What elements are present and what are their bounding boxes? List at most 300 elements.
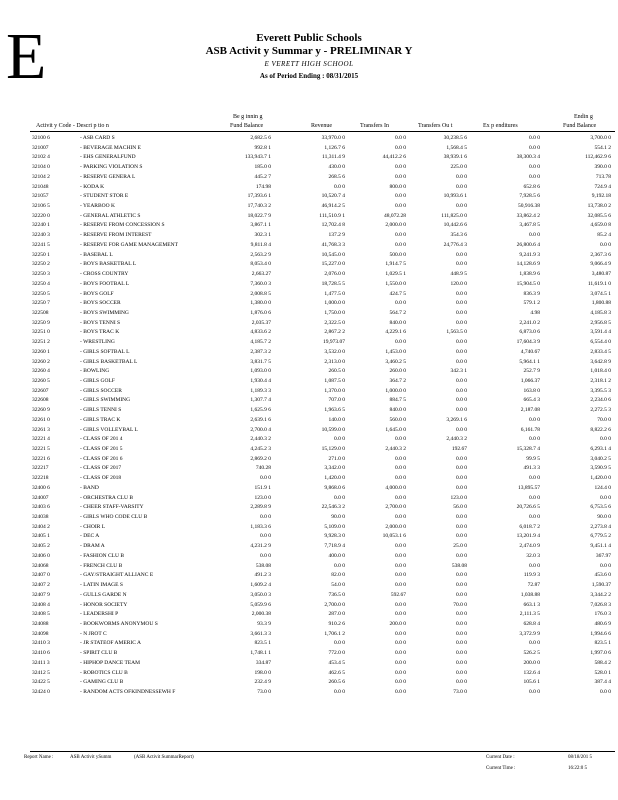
transfers-out-cell: 70.0 0	[453, 601, 467, 608]
table-row	[0, 659, 618, 669]
transfers-in-cell: 0.0 0	[395, 552, 406, 559]
ending-balance-cell: 3,700.0 0	[590, 135, 611, 141]
transfers-in-cell: 0.0 0	[395, 455, 406, 462]
expenditures-cell: 0.0 0	[529, 135, 540, 141]
activity-description-cell: - GIRLS GOLF	[80, 377, 115, 384]
activity-description-cell: - PARKING VIOLATION S	[80, 164, 143, 171]
revenue-cell: 0.0 0	[334, 562, 345, 569]
activity-description-cell: - GIRLS TRAC K	[80, 416, 121, 423]
school-name: E VERETT HIGH SCHOOL	[264, 60, 354, 68]
expenditures-cell: 0.0 0	[529, 514, 540, 521]
revenue-cell: 2,313.0 0	[324, 358, 345, 365]
activity-description-cell: - HONOR SOCIETY	[80, 601, 128, 608]
expenditures-cell: 32.0 3	[526, 552, 540, 559]
transfers-out-cell: 0.0 0	[456, 309, 467, 316]
beginning-balance-cell: 2,663.27	[251, 271, 271, 278]
revenue-cell: 9,868.0 6	[324, 484, 345, 491]
activity-code-cell: 32424 0	[32, 688, 50, 695]
activity-description-cell: - GAMING CLU B	[80, 679, 124, 686]
transfers-out-cell: 111,825.0 0	[441, 212, 467, 219]
activity-code-cell: 32250 9	[32, 319, 50, 326]
table-row	[0, 328, 618, 338]
beginning-balance-cell: 2,000.38	[251, 611, 271, 618]
transfers-in-cell: 0.0 0	[395, 465, 406, 472]
activity-code-cell: 32104 0	[32, 164, 50, 171]
activity-description-cell: - GENERAL ATHLETIC S	[80, 212, 141, 219]
activity-code-cell: 32106 5	[32, 203, 50, 210]
expenditures-cell: 1,838.9 6	[519, 271, 540, 278]
ending-balance-cell: 2,318.1 2	[590, 377, 611, 384]
activity-code-cell: 32405 1	[32, 533, 50, 540]
transfers-out-cell: 1,563.5 0	[446, 329, 467, 336]
footer-time-label: Current Time :	[486, 766, 516, 771]
transfers-in-cell: 0.0 0	[395, 339, 406, 346]
activity-description-cell: - RESERVE FOR GAME MANAGEMENT	[80, 241, 178, 248]
transfers-out-cell: 0.0 0	[456, 591, 467, 598]
transfers-out-cell: 0.0 0	[456, 514, 467, 521]
transfers-out-cell: 0.0 0	[456, 533, 467, 540]
beginning-balance-cell: 17,740.3 2	[247, 203, 271, 210]
activity-description-cell: - GIRLS WHO CODE CLU B	[80, 514, 148, 521]
activity-description-cell: - DEC A	[80, 533, 100, 540]
transfers-out-cell: 73.0 0	[453, 688, 467, 695]
table-row	[0, 484, 618, 494]
expenditures-cell: 38,300.3 4	[516, 154, 540, 161]
revenue-cell: 3,342.0 0	[324, 465, 345, 472]
footer-date-value: 08/18/201 5	[568, 755, 593, 760]
activity-code-cell: 32241 5	[32, 241, 50, 248]
revenue-cell: 1,706.1 2	[324, 630, 345, 637]
col-beginning-line2: Fund Balance	[230, 123, 264, 129]
beginning-balance-cell: 1,380.0 0	[250, 300, 271, 307]
transfers-in-cell: 0.0 0	[395, 659, 406, 666]
table-row	[0, 610, 618, 620]
ending-balance-cell: 124.4 0	[594, 484, 611, 491]
transfers-out-cell: 225.0 0	[450, 164, 467, 171]
revenue-cell: 0.0 0	[334, 494, 345, 501]
revenue-cell: 1,087.5 0	[324, 377, 345, 384]
revenue-cell: 18,728.5 5	[321, 280, 345, 287]
ending-balance-cell: 32,085.5 6	[587, 212, 611, 219]
table-row	[0, 192, 618, 202]
table-row	[0, 319, 618, 329]
activity-code-cell: 32407 2	[32, 582, 50, 589]
table-row	[0, 464, 618, 474]
ending-balance-cell: 8,822.2 6	[590, 426, 611, 433]
revenue-cell: 1,126.7 6	[324, 144, 345, 151]
activity-code-cell: 32411 3	[32, 659, 50, 666]
activity-code-cell: 32404 2	[32, 523, 50, 530]
revenue-cell: 400.0 0	[328, 552, 345, 559]
transfers-in-cell: 0.0 0	[395, 232, 406, 239]
activity-description-cell: - BOOKWORMS ANONYMOU S	[80, 620, 158, 627]
beginning-balance-cell: 123.0 0	[254, 494, 271, 501]
activity-table	[0, 134, 618, 698]
transfers-in-cell: 0.0 0	[395, 144, 406, 151]
transfers-in-cell: 0.0 0	[395, 494, 406, 501]
revenue-cell: 1,420.0 0	[324, 475, 345, 482]
ending-balance-cell: 1,994.6 6	[590, 630, 611, 637]
activity-code-cell: 32403 6	[32, 504, 50, 511]
expenditures-cell: 4,740.67	[520, 348, 540, 355]
ending-balance-cell: 176.0 3	[594, 611, 611, 618]
beginning-balance-cell: 992.8 1	[254, 144, 271, 151]
ending-balance-cell: 6,753.5 6	[590, 504, 611, 511]
activity-description-cell: - HIPHOP DANCE TEAM	[80, 659, 141, 666]
col-ending-line1: Endin g	[574, 114, 593, 120]
ending-balance-cell: 2,956.8 5	[590, 319, 611, 326]
activity-description-cell: - ROBOTICS CLU B	[80, 669, 128, 676]
ending-balance-cell: 3,590.9 5	[590, 465, 611, 472]
revenue-cell: 11,311.4 9	[322, 154, 345, 161]
transfers-in-cell: 0.0 0	[395, 135, 406, 141]
transfers-out-cell: 0.0 0	[456, 348, 467, 355]
beginning-balance-cell: 4,185.7 2	[250, 339, 271, 346]
activity-description-cell: - GIRLS SOFTBAL L	[80, 348, 130, 355]
ending-balance-cell: 0.0 0	[600, 562, 611, 569]
expenditures-cell: 0.0 0	[529, 562, 540, 569]
transfers-in-cell: 1,550.0 0	[385, 280, 406, 287]
activity-code-cell: 321057	[32, 193, 49, 200]
transfers-out-cell: 10,442.6 6	[443, 222, 467, 229]
activity-code-cell: 32410 3	[32, 640, 50, 647]
activity-code-cell: 32422 5	[32, 679, 50, 686]
activity-description-cell: - CLASS OF 201 5	[80, 446, 123, 452]
table-row	[0, 241, 618, 251]
ending-balance-cell: 70.0 0	[597, 416, 611, 423]
expenditures-cell: 9,241.9 3	[519, 251, 540, 258]
transfers-in-cell: 44,412.2 6	[382, 154, 406, 161]
beginning-balance-cell: 8,053.4 0	[250, 261, 271, 268]
transfers-out-cell: 448.9 5	[450, 271, 467, 278]
activity-description-cell: - BOYS TENNI S	[80, 319, 121, 326]
transfers-in-cell: 800.0 0	[389, 183, 406, 190]
transfers-out-cell: 0.0 0	[456, 397, 467, 404]
activity-description-cell: - BOWLING	[80, 368, 110, 375]
transfers-in-cell: 10,053.1 6	[382, 533, 406, 540]
table-row	[0, 669, 618, 679]
table-row	[0, 571, 618, 581]
beginning-balance-cell: 4,245.2 3	[250, 446, 271, 452]
expenditures-cell: 2,187.08	[520, 407, 540, 414]
table-row	[0, 183, 618, 193]
transfers-out-cell: 2,440.3 2	[446, 436, 467, 443]
table-row	[0, 367, 618, 377]
activity-description-cell: - ASB CARD S	[80, 135, 115, 141]
transfers-out-cell: 0.0 0	[456, 339, 467, 346]
transfers-in-cell: 0.0 0	[395, 679, 406, 686]
activity-code-cell: 32260 1	[32, 348, 50, 355]
transfers-out-cell: 0.0 0	[456, 659, 467, 666]
transfers-out-cell: 192.67	[451, 446, 467, 452]
beginning-balance-cell: 1,930.4 4	[250, 377, 271, 384]
expenditures-cell: 2,241.0 2	[519, 319, 540, 326]
table-row	[0, 212, 618, 222]
revenue-cell: 736.5 0	[328, 591, 345, 598]
activity-description-cell: - GIRLS VOLLEYBAL L	[80, 426, 138, 433]
table-row	[0, 251, 618, 261]
revenue-cell: 1,963.6 5	[324, 407, 345, 414]
activity-code-cell: 32250 1	[32, 251, 50, 258]
expenditures-cell: 7,928.5 6	[519, 193, 540, 200]
activity-description-cell: - FRENCH CLU B	[80, 562, 123, 569]
activity-code-cell: 32261 3	[32, 426, 50, 433]
transfers-in-cell: 0.0 0	[395, 193, 406, 200]
activity-code-cell: 32400 6	[32, 484, 50, 491]
transfers-in-cell: 2,000.0 0	[385, 523, 406, 530]
ending-balance-cell: 9,192.18	[591, 193, 611, 200]
activity-code-cell: 32250 5	[32, 290, 50, 297]
ending-balance-cell: 3,480.87	[591, 271, 611, 278]
revenue-cell: 462.6 5	[328, 669, 345, 676]
activity-description-cell: - BOYS BASKETBAL L	[80, 261, 137, 268]
ending-balance-cell: 85.2 4	[597, 232, 611, 239]
beginning-balance-cell: 1,093.0 0	[250, 368, 271, 375]
beginning-balance-cell: 1,189.3 3	[250, 387, 271, 394]
ending-balance-cell: 1,420.0 0	[590, 475, 611, 482]
transfers-out-cell: 25.0 0	[453, 543, 467, 550]
transfers-in-cell: 0.0 0	[395, 475, 406, 482]
activity-description-cell: - SPIRIT CLU B	[80, 650, 118, 657]
revenue-cell: 2,700.0 0	[324, 601, 345, 608]
transfers-out-cell: 0.0 0	[456, 455, 467, 462]
beginning-balance-cell: 0.0 0	[260, 552, 271, 559]
ending-balance-cell: 6,293.1 4	[590, 446, 611, 452]
ending-balance-cell: 2,367.3 6	[590, 251, 611, 258]
activity-description-cell: - ORCHESTRA CLU B	[80, 494, 134, 501]
beginning-balance-cell: 2,008.8 5	[250, 290, 271, 297]
activity-code-cell: 32410 6	[32, 650, 50, 657]
ending-balance-cell: 3,395.5 3	[590, 387, 611, 394]
revenue-cell: 1,477.5 0	[324, 290, 345, 297]
activity-description-cell: - CLASS OF 2018	[80, 475, 122, 482]
beginning-balance-cell: 3,661.3 3	[250, 630, 271, 637]
activity-description-cell: - WRESTLING	[80, 339, 115, 346]
revenue-cell: 707.0 0	[328, 397, 345, 404]
transfers-out-cell: 120.0 0	[450, 280, 467, 287]
activity-description-cell: - BAND	[80, 484, 99, 491]
ending-balance-cell: 1,018.4 0	[590, 368, 611, 375]
beginning-balance-cell: 2,682.5 6	[250, 135, 271, 141]
revenue-cell: 2,322.5 0	[324, 319, 345, 326]
revenue-cell: 268.5 6	[328, 173, 345, 180]
revenue-cell: 3,532.0 0	[324, 348, 345, 355]
expenditures-cell: 17,604.3 9	[516, 339, 540, 346]
activity-code-cell: 32250 3	[32, 271, 50, 278]
activity-code-cell: 322217	[32, 465, 49, 472]
transfers-out-cell: 0.0 0	[456, 484, 467, 491]
table-row	[0, 358, 618, 368]
revenue-cell: 1,370.0 0	[324, 387, 345, 394]
ending-balance-cell: 0.0 0	[600, 241, 611, 248]
col-revenue: Revenue	[311, 123, 332, 129]
transfers-out-cell: 538.08	[451, 562, 467, 569]
activity-code-cell: 324038	[32, 514, 49, 521]
activity-description-cell: - STUDENT STOR E	[80, 193, 129, 200]
ending-balance-cell: 1,997.0 6	[590, 650, 611, 657]
transfers-in-cell: 48,072.28	[384, 212, 406, 219]
beginning-balance-cell: 740.28	[255, 465, 271, 472]
revenue-cell: 2,076.0 0	[324, 271, 345, 278]
revenue-cell: 287.0 0	[328, 611, 345, 618]
ending-balance-cell: 823.5 1	[594, 640, 611, 647]
activity-description-cell: - RESERVE GENERA L	[80, 173, 136, 180]
transfers-out-cell: 0.0 0	[456, 300, 467, 307]
expenditures-cell: 50,916.38	[518, 203, 540, 210]
revenue-cell: 5,109.0 0	[324, 523, 345, 530]
transfers-out-cell: 0.0 0	[456, 679, 467, 686]
activity-description-cell: - LATIN IMAGE S	[80, 582, 123, 589]
transfers-out-cell: 38,939.1 6	[443, 154, 467, 161]
revenue-cell: 1,000.0 0	[324, 300, 345, 307]
activity-code-cell: 32104 2	[32, 173, 50, 180]
activity-description-cell: - GULLS GARDE N	[80, 591, 127, 598]
revenue-cell: 260.5 6	[328, 679, 345, 686]
ending-balance-cell: 3,344.2 2	[590, 591, 611, 598]
expenditures-cell: 0.0 0	[529, 436, 540, 443]
activity-description-cell: - CHOIR L	[80, 523, 106, 530]
table-row	[0, 231, 618, 241]
table-row	[0, 153, 618, 163]
ending-balance-cell: 3,040.2 5	[590, 455, 611, 462]
activity-code-cell: 32251 0	[32, 329, 50, 336]
beginning-balance-cell: 5,059.9 6	[250, 601, 271, 608]
activity-code-cell: 322608	[32, 397, 49, 404]
activity-description-cell: - KODA K	[80, 183, 105, 190]
activity-code-cell: 32406 0	[32, 552, 50, 559]
revenue-cell: 9,928.3 0	[324, 533, 345, 540]
transfers-in-cell: 592.67	[390, 591, 406, 598]
activity-code-cell: 32250 7	[32, 300, 50, 307]
col-transfers-in: Transfers In	[360, 123, 389, 129]
activity-code-cell: 32250 4	[32, 280, 50, 287]
revenue-cell: 2,867.2 2	[324, 329, 345, 336]
ending-balance-cell: 713.78	[595, 173, 611, 180]
revenue-cell: 0.0 0	[334, 183, 345, 190]
activity-code-cell: 32102 4	[32, 154, 50, 161]
beginning-balance-cell: 133,943.7 1	[244, 154, 271, 161]
table-row	[0, 426, 618, 436]
beginning-balance-cell: 4,231.2 9	[250, 543, 271, 550]
activity-code-cell: 32408 4	[32, 601, 50, 608]
transfers-in-cell: 564.7 2	[389, 309, 406, 316]
revenue-cell: 111,510.9 1	[319, 212, 345, 219]
transfers-in-cell: 0.0 0	[395, 630, 406, 637]
activity-code-cell: 32408 5	[32, 611, 50, 618]
table-row	[0, 542, 618, 552]
table-row	[0, 474, 618, 484]
beginning-balance-cell: 302.3 1	[254, 232, 271, 239]
footer-rule	[30, 751, 615, 752]
table-row	[0, 532, 618, 542]
transfers-out-cell: 0.0 0	[456, 319, 467, 326]
activity-code-cell: 322508	[32, 309, 49, 316]
transfers-out-cell: 0.0 0	[456, 640, 467, 647]
transfers-out-cell: 0.0 0	[456, 377, 467, 384]
transfers-out-cell: 342.3 1	[450, 368, 467, 375]
activity-description-cell: - GIRLS SOCCER	[80, 387, 122, 394]
activity-code-cell: 32260 2	[32, 358, 50, 365]
transfers-in-cell: 0.0 0	[395, 173, 406, 180]
table-row	[0, 523, 618, 533]
expenditures-cell: 0.0 0	[529, 494, 540, 501]
revenue-cell: 0.0 0	[334, 436, 345, 443]
expenditures-cell: 652.8 6	[523, 183, 540, 190]
transfers-in-cell: 0.0 0	[395, 601, 406, 608]
transfers-out-cell: 0.0 0	[456, 387, 467, 394]
beginning-balance-cell: 2,639.1 6	[250, 416, 271, 423]
beginning-balance-cell: 3,050.0 3	[250, 591, 271, 598]
table-row	[0, 406, 618, 416]
ending-balance-cell: 4,659.0 8	[590, 222, 611, 229]
activity-code-cell: 32220 0	[32, 212, 50, 219]
transfers-in-cell: 1,914.7 5	[385, 261, 406, 268]
ending-balance-cell: 724.9 4	[594, 183, 611, 190]
table-row	[0, 552, 618, 562]
transfers-in-cell: 0.0 0	[395, 203, 406, 210]
ending-balance-cell: 9,451.1 4	[590, 543, 611, 550]
revenue-cell: 12,702.4 8	[321, 222, 345, 229]
beginning-balance-cell: 93.3 9	[257, 620, 271, 627]
transfers-out-cell: 0.0 0	[456, 203, 467, 210]
col-beginning-line1: Be g innin g	[233, 114, 263, 120]
expenditures-cell: 200.0 0	[523, 659, 540, 666]
ending-balance-cell: 390.0 0	[594, 164, 611, 171]
activity-description-cell: - GIRLS TENNI S	[80, 407, 122, 414]
beginning-balance-cell: 151.9 1	[254, 484, 271, 491]
revenue-cell: 22,546.3 2	[321, 504, 345, 511]
ending-balance-cell: 6,779.5 2	[590, 533, 611, 540]
beginning-balance-cell: 9,811.8 4	[250, 241, 271, 248]
transfers-in-cell: 0.0 0	[395, 582, 406, 589]
table-row	[0, 280, 618, 290]
revenue-cell: 260.5 0	[328, 368, 345, 375]
transfers-out-cell: 0.0 0	[456, 261, 467, 268]
transfers-in-cell: 1,453.0 0	[385, 348, 406, 355]
revenue-cell: 430.0 0	[328, 164, 345, 171]
revenue-cell: 1,750.0 0	[324, 309, 345, 316]
expenditures-cell: 252.7 9	[523, 368, 540, 375]
revenue-cell: 0.0 0	[334, 688, 345, 695]
activity-code-cell: 321048	[32, 183, 49, 190]
expenditures-cell: 0.0 0	[529, 688, 540, 695]
expenditures-cell: 628.8 4	[523, 620, 540, 627]
activity-code-cell: 32407 9	[32, 591, 50, 598]
activity-code-cell: 322218	[32, 475, 49, 482]
transfers-in-cell: 364.7 2	[389, 377, 406, 384]
activity-description-cell: - RESERVE FROM CONCESSION S	[80, 222, 165, 229]
expenditures-cell: 6,873.0 6	[519, 329, 540, 336]
table-row	[0, 309, 618, 319]
transfers-in-cell: 0.0 0	[395, 543, 406, 550]
table-row	[0, 649, 618, 659]
beginning-balance-cell: 7,360.0 3	[250, 280, 271, 287]
report-title: ASB Activit y Summar y - PRELIMINAR Y	[205, 45, 413, 57]
transfers-in-cell: 2,000.0 0	[385, 222, 406, 229]
transfers-out-cell: 0.0 0	[456, 358, 467, 365]
table-row	[0, 455, 618, 465]
transfers-in-cell: 2,700.0 0	[385, 504, 406, 511]
transfers-in-cell: 0.0 0	[395, 572, 406, 579]
table-row	[0, 163, 618, 173]
activity-description-cell: - FASHION CLU B	[80, 552, 125, 559]
activity-code-cell: 32240 3	[32, 232, 50, 239]
revenue-cell: 46,914.2 5	[321, 203, 345, 210]
revenue-cell: 137.2 9	[328, 232, 345, 239]
transfers-in-cell: 840.0 0	[389, 319, 406, 326]
ending-balance-cell: 2,272.5 3	[590, 407, 611, 414]
ending-balance-cell: 3,591.4 4	[590, 329, 611, 336]
